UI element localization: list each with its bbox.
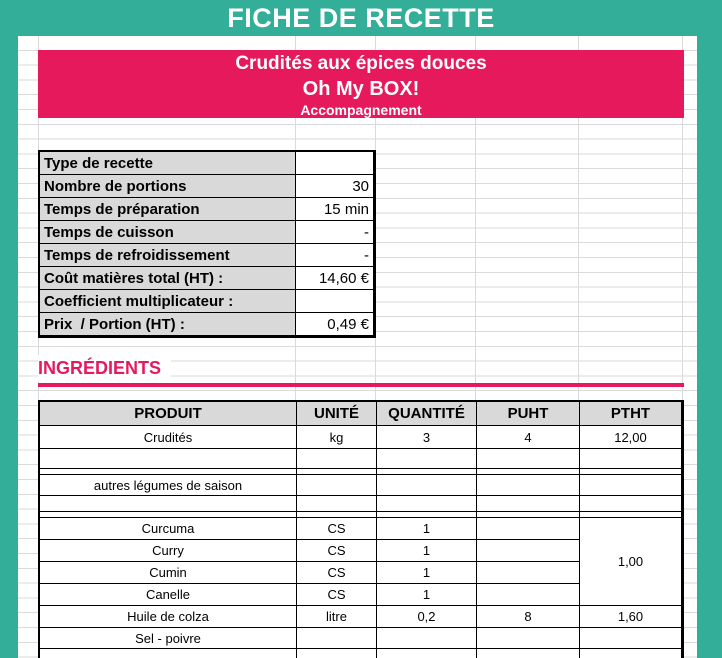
info-label-cell[interactable]: Temps de cuisson (40, 221, 296, 244)
info-value-cell[interactable]: 0,49 € (296, 313, 374, 336)
cell-ptht[interactable]: 1,60 (580, 606, 682, 628)
cell-ptht[interactable]: 12,00 (580, 426, 682, 449)
cell-unite[interactable]: CS (297, 562, 377, 584)
ingredients-heading: INGRÉDIENTS (38, 355, 171, 381)
cell-quantite[interactable]: 1 (377, 584, 477, 606)
info-value-cell[interactable]: 15 min (296, 198, 374, 221)
cell-quantite[interactable]: 1 (377, 562, 477, 584)
cell-puht[interactable]: 4 (477, 426, 580, 449)
recipe-banner (38, 50, 684, 118)
cell-puht[interactable] (477, 540, 580, 562)
cell-puht[interactable] (477, 475, 580, 496)
cell-puht[interactable] (477, 496, 580, 512)
column-header-ptht: PTHT (580, 402, 682, 426)
info-value-cell[interactable]: - (296, 221, 374, 244)
top-title-band (0, 0, 722, 36)
cell-produit[interactable]: Crudités (40, 426, 297, 449)
cell-unite[interactable]: CS (297, 584, 377, 606)
cell-produit[interactable]: autres légumes de saison (40, 475, 297, 496)
column-header-unité: UNITÉ (297, 402, 377, 426)
cell-quantite[interactable] (377, 628, 477, 649)
cell-unite[interactable]: CS (297, 540, 377, 562)
cell-produit[interactable]: Canelle (40, 584, 297, 606)
ingredients-table (38, 400, 684, 658)
info-value-cell[interactable] (296, 152, 374, 175)
cell-unite[interactable] (297, 649, 377, 658)
cell-ptht[interactable] (580, 628, 682, 649)
cell-unite[interactable] (297, 496, 377, 512)
cell-unite[interactable]: CS (297, 518, 377, 540)
cell-quantite[interactable]: 1 (377, 518, 477, 540)
cell-produit[interactable] (40, 496, 297, 512)
recipe-category: Accompagnement (300, 101, 422, 118)
cell-puht[interactable] (477, 584, 580, 606)
cell-quantite[interactable] (377, 496, 477, 512)
cell-quantite[interactable] (377, 649, 477, 658)
cell-produit[interactable]: Sel - poivre (40, 628, 297, 649)
info-value-cell[interactable]: - (296, 244, 374, 267)
cell-quantite[interactable]: 1 (377, 540, 477, 562)
cell-unite[interactable] (297, 475, 377, 496)
column-header-puht: PUHT (477, 402, 580, 426)
cell-unite[interactable] (297, 449, 377, 469)
cell-ptht-merged[interactable]: 1,00 (580, 518, 682, 606)
cell-ptht[interactable] (580, 449, 682, 469)
page-title: FICHE DE RECETTE (227, 2, 495, 33)
ingredients-underline (38, 383, 684, 387)
cell-produit[interactable]: Huile de colza (40, 606, 297, 628)
cell-quantite[interactable] (377, 449, 477, 469)
cell-puht[interactable] (477, 628, 580, 649)
cell-produit[interactable]: Curcuma (40, 518, 297, 540)
cell-puht[interactable] (477, 518, 580, 540)
cell-produit[interactable] (40, 449, 297, 469)
info-label-cell[interactable]: Prix / Portion (HT) : (40, 313, 296, 336)
cell-ptht[interactable] (580, 496, 682, 512)
cell-puht[interactable] (477, 649, 580, 658)
recipe-name: Crudités aux épices douces (235, 53, 487, 74)
column-header-quantité: QUANTITÉ (377, 402, 477, 426)
cell-unite[interactable]: kg (297, 426, 377, 449)
info-table (38, 150, 376, 338)
info-value-cell[interactable]: 14,60 € (296, 267, 374, 290)
cell-produit[interactable]: Curry (40, 540, 297, 562)
cell-unite[interactable]: litre (297, 606, 377, 628)
cell-quantite[interactable]: 3 (377, 426, 477, 449)
info-label-cell[interactable]: Temps de préparation (40, 198, 296, 221)
info-label-cell[interactable]: Temps de refroidissement (40, 244, 296, 267)
cell-ptht[interactable] (580, 475, 682, 496)
cell-produit[interactable]: Cumin (40, 562, 297, 584)
cell-puht[interactable] (477, 562, 580, 584)
info-value-cell[interactable]: 30 (296, 175, 374, 198)
cell-unite[interactable] (297, 628, 377, 649)
info-value-cell[interactable] (296, 290, 374, 313)
info-label-cell[interactable]: Type de recette (40, 152, 296, 175)
cell-puht[interactable] (477, 449, 580, 469)
cell-puht[interactable]: 8 (477, 606, 580, 628)
column-header-produit: PRODUIT (40, 402, 297, 426)
info-label-cell[interactable]: Nombre de portions (40, 175, 296, 198)
cell-quantite[interactable] (377, 475, 477, 496)
brand-name: Oh My BOX! (302, 77, 420, 100)
cell-quantite[interactable]: 0,2 (377, 606, 477, 628)
cell-produit[interactable] (40, 649, 297, 658)
info-label-cell[interactable]: Coût matières total (HT) : (40, 267, 296, 290)
info-label-cell[interactable]: Coefficient multiplicateur : (40, 290, 296, 313)
cell-ptht[interactable] (580, 649, 682, 658)
